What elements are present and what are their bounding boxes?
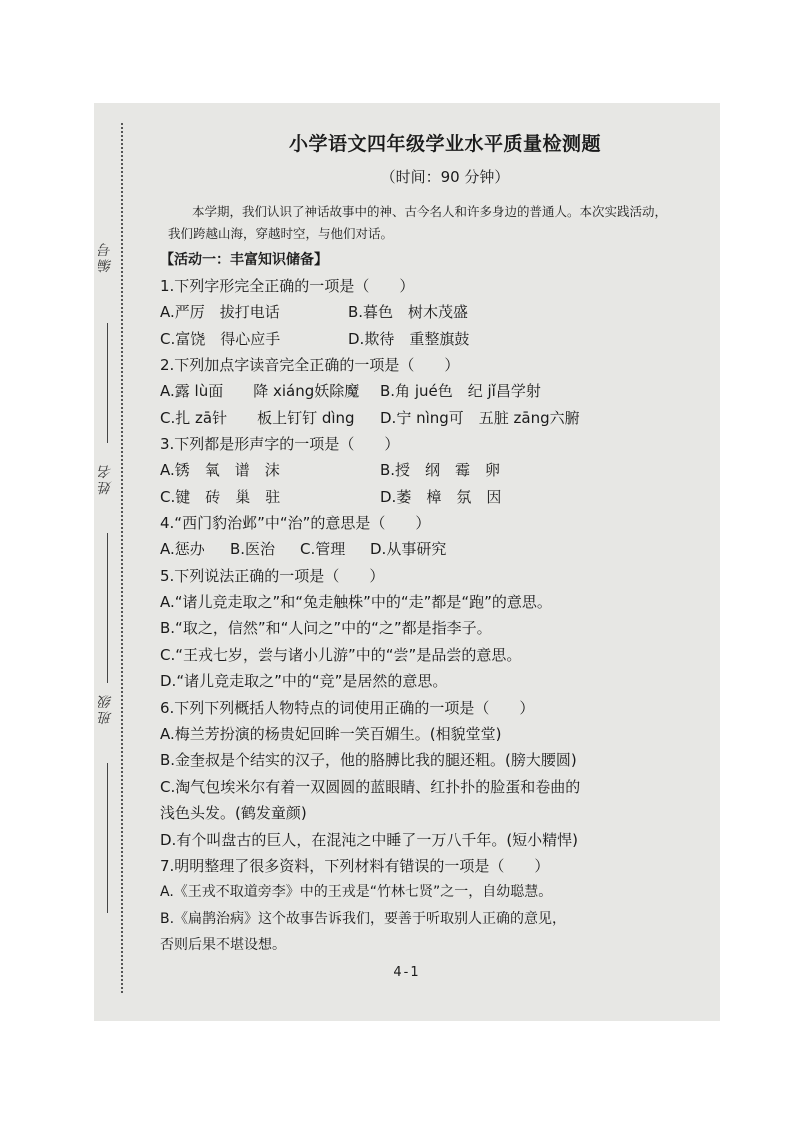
q4-option-d[interactable]: D.从事研究	[370, 540, 447, 558]
q2-option-b[interactable]: B.角 jué色 纪 jǐ昌学射	[380, 382, 541, 400]
question-2-options-row1	[160, 378, 700, 405]
q3-option-a[interactable]: A.锈 氧 谱 沫	[160, 461, 280, 479]
q2-option-d[interactable]: D.宁 nìng可 五脏 zāng六腑	[380, 408, 580, 427]
question-2-options-row2	[160, 405, 700, 432]
q7-option-b[interactable]: B.《扁鹊治病》这个故事告诉我们，要善于听取别人正确的意见，	[160, 910, 567, 927]
question-1-options-row2	[160, 326, 700, 353]
exam-title: 小学语文四年级学业水平质量检测题	[288, 133, 601, 155]
section-heading: 【活动一：丰富知识储备】	[160, 252, 328, 268]
margin-label-class: 班级	[98, 693, 114, 725]
question-6: 6.下列下列概括人物特点的词使用正确的一项是（ ）	[160, 698, 535, 717]
question-1-options-row1	[160, 299, 700, 326]
q5-option-b[interactable]: B.“取之，信然”和“人问之”中的“之”都是指李子。	[160, 619, 492, 637]
q3-option-d[interactable]: D.萎 樟 氛 因	[380, 487, 502, 506]
question-3-options-row2	[160, 484, 700, 511]
binding-margin	[94, 103, 132, 1021]
q4-option-b[interactable]: B.医治	[230, 540, 276, 558]
margin-fill-line-name	[107, 533, 108, 683]
question-1: 1.下列字形完全正确的一项是（ ）	[160, 277, 415, 295]
q6-option-d[interactable]: D.有个叫盘古的巨人，在混沌之中睡了一万八千年。(短小精悍)	[160, 830, 579, 849]
q3-option-b[interactable]: B.授 纲 霉 卵	[380, 461, 501, 479]
q2-option-a[interactable]: A.露 lù面 降 xiáng妖除魔	[160, 382, 360, 400]
q2-option-c[interactable]: C.扎 zā针 板上钉钉 dìng	[160, 408, 355, 427]
q1-option-a[interactable]: A.严厉 拔打电话	[160, 303, 280, 321]
exam-content	[160, 123, 700, 959]
question-7: 7.明明整理了很多资料，下列材料有错误的一项是（ ）	[160, 857, 550, 875]
q6-option-c-continued: 浅色头发。(鹤发童颜)	[160, 804, 307, 822]
exam-paper	[94, 103, 720, 1021]
q7-option-a[interactable]: A.《王戎不取道旁李》中的王戎是“竹林七贤”之一，自幼聪慧。	[160, 884, 553, 900]
q1-option-b[interactable]: B.暮色 树木茂盛	[348, 303, 469, 321]
q5-option-a[interactable]: A.“诸儿竞走取之”和“兔走触株”中的“走”都是“跑”的意思。	[160, 592, 552, 611]
margin-fill-line-number	[107, 323, 108, 443]
question-3: 3.下列都是形声字的一项是（ ）	[160, 435, 400, 453]
margin-label-number: 编号	[98, 241, 114, 273]
q6-option-a[interactable]: A.梅兰芳扮演的杨贵妃回眸一笑百媚生。(相貌堂堂)	[160, 724, 502, 743]
q5-option-d[interactable]: D.“诸儿竞走取之”中的“竞”是居然的意思。	[160, 672, 448, 690]
q1-option-d[interactable]: D.欺待 重整旗鼓	[348, 329, 470, 348]
q3-option-c[interactable]: C.键 砖 巢 驻	[160, 487, 281, 506]
q4-option-c[interactable]: C.管理	[300, 540, 346, 558]
q1-option-c[interactable]: C.富饶 得心应手	[160, 329, 281, 348]
page-number: 4-1	[393, 965, 421, 980]
margin-fill-line-class	[107, 763, 108, 913]
question-2: 2.下列加点字读音完全正确的一项是（ ）	[160, 356, 460, 374]
question-5: 5.下列说法正确的一项是（ ）	[160, 566, 385, 585]
binding-dotted-line	[121, 123, 123, 993]
q5-option-c[interactable]: C.“王戎七岁，尝与诸小儿游”中的“尝”是品尝的意思。	[160, 645, 522, 664]
margin-label-name: 姓名	[98, 463, 114, 495]
exam-time: （时间：90 分钟）	[380, 168, 510, 186]
question-3-options-row1	[160, 457, 700, 484]
q6-option-b[interactable]: B.金奎叔是个结实的汉子，他的胳膊比我的腿还粗。(膀大腰圆)	[160, 751, 577, 769]
question-4-options	[160, 536, 700, 563]
intro-paragraph: 本学期，我们认识了神话故事中的神、古今名人和许多身边的普通人。本次实践活动，我们跨越山海，穿越时空，与他们对话。	[168, 204, 668, 241]
question-4: 4.“西门豹治邺”中“治”的意思是（ ）	[160, 514, 431, 532]
q7-option-b-continued: 否则后果不堪设想。	[160, 937, 286, 953]
q4-option-a[interactable]: A.惩办	[160, 540, 205, 558]
q6-option-c[interactable]: C.淘气包埃米尔有着一双圆圆的蓝眼睛、红扑扑的脸蛋和卷曲的	[160, 777, 581, 796]
